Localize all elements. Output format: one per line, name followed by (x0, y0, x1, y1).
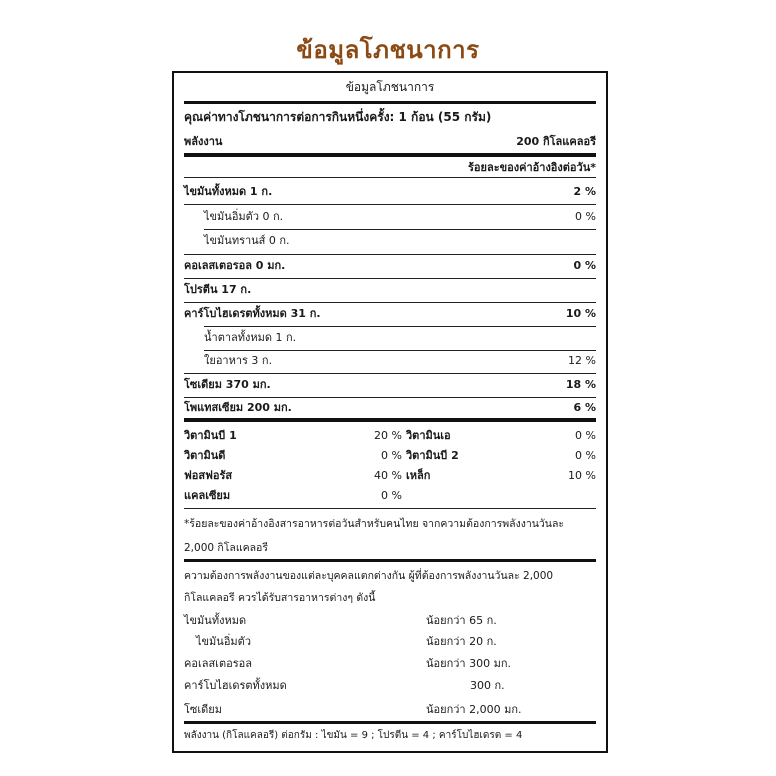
vitamin-label: วิตามินบี 1 (184, 429, 237, 442)
advice-line: ความต้องการพลังงานของแต่ละบุคคลแตกต่างกัน ผู้ที่ต้องการพลังงานวันละ 2,000 (184, 570, 554, 582)
limit-label: คาร์โบไฮเดรตทั้งหมด (184, 679, 287, 692)
nutrition-facts-panel (172, 71, 608, 753)
vitamin-percent: 0 % (575, 429, 596, 442)
divider (184, 278, 596, 279)
divider-thick (184, 153, 596, 157)
nutrient-label: คอเลสเตอรอล 0 มก. (184, 259, 286, 272)
divider (184, 177, 596, 178)
nutrient-label: ใยอาหาร 3 ก. (204, 354, 273, 367)
divider (184, 204, 596, 205)
vitamin-percent: 40 % (374, 469, 402, 482)
nutrient-percent: 0 % (575, 210, 596, 223)
limit-label: ไขมันอิ่มตัว (196, 635, 251, 648)
vitamin-label: วิตามินดี (184, 449, 226, 462)
nutrient-label: ไขมันอิ่มตัว 0 ก. (204, 210, 284, 223)
nutrient-percent: 6 % (573, 401, 596, 414)
divider (184, 254, 596, 255)
vitamin-label: วิตามินเอ (406, 429, 451, 442)
nutrient-label: คาร์โบไฮเดรตทั้งหมด 31 ก. (184, 307, 321, 320)
nutrient-percent: 12 % (568, 354, 596, 367)
divider (184, 373, 596, 374)
divider-thick (184, 721, 596, 724)
divider (204, 229, 596, 230)
divider (184, 508, 596, 509)
divider-thick (184, 559, 596, 562)
vitamin-label: ฟอสฟอรัส (184, 469, 233, 482)
footnote-line: *ร้อยละของค่าอ้างอิงสารอาหารต่อวันสำหรับคนไทย จากความต้องการพลังงานวันละ (184, 518, 565, 530)
divider-thick (184, 101, 596, 104)
limit-value: น้อยกว่า 20 ก. (426, 635, 497, 648)
nutrient-label: น้ำตาลทั้งหมด 1 ก. (204, 331, 297, 344)
vitamin-label: แคลเซียม (184, 489, 231, 502)
limit-value: น้อยกว่า 2,000 มก. (426, 703, 522, 716)
vitamin-percent: 10 % (568, 469, 596, 482)
nutrient-label: โพแทสเซียม 200 มก. (184, 401, 292, 414)
nutrient-label: ไขมันทั้งหมด 1 ก. (184, 185, 273, 198)
footnote-line: 2,000 กิโลแคลอรี (184, 542, 268, 554)
vitamin-percent: 0 % (381, 449, 402, 462)
divider (204, 350, 596, 351)
limit-label: ไขมันทั้งหมด (184, 614, 247, 627)
vitamin-label: วิตามินบี 2 (406, 449, 459, 462)
serving-size: คุณค่าทางโภชนาการต่อการกินหนึ่งครั้ง: 1 ก้อน (55 กรัม) (184, 110, 492, 124)
divider-thick (184, 418, 596, 422)
vitamin-percent: 20 % (374, 429, 402, 442)
nutrient-label: โซเดียม 370 มก. (184, 378, 271, 391)
rdi-header: ร้อยละของค่าอ้างอิงต่อวัน* (468, 161, 596, 174)
limit-label: คอเลสเตอรอล (184, 657, 252, 670)
vitamin-label: เหล็ก (406, 469, 431, 482)
vitamin-percent: 0 % (575, 449, 596, 462)
nutrient-percent: 2 % (573, 185, 596, 198)
limit-value: น้อยกว่า 300 มก. (426, 657, 511, 670)
energy-value: 200 กิโลแคลอรี (516, 135, 596, 148)
nutrient-percent: 0 % (573, 259, 596, 272)
panel-title: ข้อมูลโภชนาการ (345, 80, 435, 94)
limit-value: น้อยกว่า 65 ก. (426, 614, 497, 627)
divider (184, 397, 596, 398)
limit-label: โซเดียม (184, 703, 222, 716)
divider (204, 326, 596, 327)
nutrient-label: ไขมันทรานส์ 0 ก. (204, 234, 290, 247)
vitamin-percent: 0 % (381, 489, 402, 502)
energy-label: พลังงาน (184, 135, 223, 148)
energy-per-gram-note: พลังงาน (กิโลแคลอรี) ต่อกรัม : ไขมัน = 9 ; โปรตีน = 4 ; คาร์โบไฮเดรต = 4 (184, 730, 523, 741)
limit-value: 300 ก. (470, 679, 505, 692)
nutrient-percent: 18 % (565, 378, 596, 391)
nutrient-percent: 10 % (565, 307, 596, 320)
page-title: ข้อมูลโภชนาการ (296, 36, 480, 64)
nutrient-label: โปรตีน 17 ก. (184, 283, 252, 296)
divider (184, 302, 596, 303)
advice-line: กิโลแคลอรี ควรได้รับสารอาหารต่างๆ ดังนี้ (184, 592, 376, 604)
